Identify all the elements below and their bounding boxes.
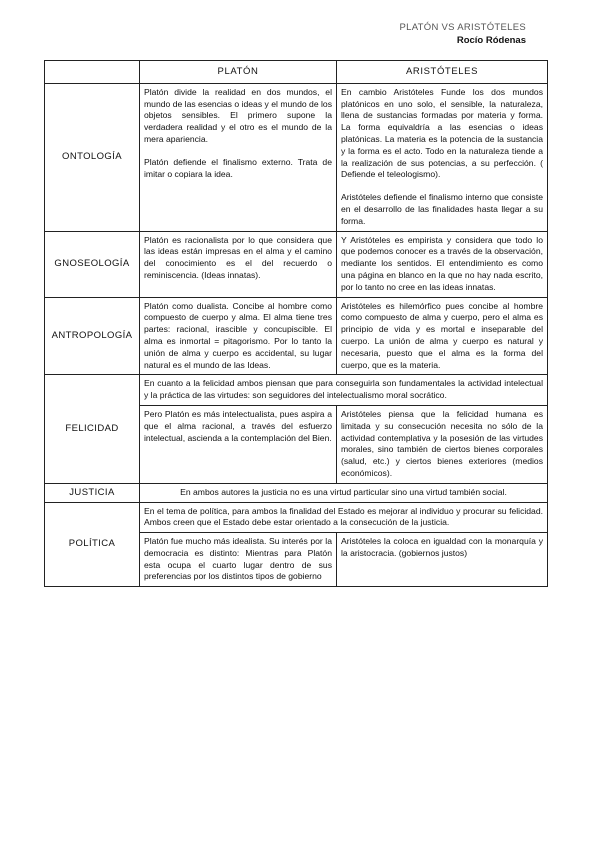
row-label-politica: POLÍTICA — [45, 502, 140, 587]
row-antropologia — [45, 297, 548, 375]
cell-felicidad-aristoteles: Aristóteles piensa que la felicidad humana es limitada y su consecución necesita no sólo de la actividad contemplativa y la posesión de las virtudes morales, sino también de ciertos bienes corporales (salud, etc.) y ciertos bienes exteriores (medios económicos). — [337, 405, 548, 483]
row-justicia — [45, 483, 548, 502]
ontologia-platon-paragraph-1: Platón divide la realidad en dos mundos, el mundo de las esencias o ideas y el mundo de los objetos sensibles. El primero supone la verdadera realidad y el otro es el mundo de la mera apariencia. — [144, 86, 332, 144]
column-header-aristoteles: ARISTÓTELES — [337, 61, 548, 84]
row-label-ontologia: ONTOLOGÍA — [45, 83, 140, 231]
cell-felicidad-platon: Pero Platón es más intelectualista, pues aspira a que el alma racional, a través del esfuerzo intelectual, ascienda a la contemplación del Bien. — [140, 405, 337, 483]
page-header — [400, 22, 527, 46]
table-header-row — [45, 61, 548, 84]
cell-antropologia-platon: Platón como dualista. Concibe al hombre como compuesto de cuerpo y alma. El alma tiene tres partes: racional, irascible y concupiscible. El alma es inmortal = pitagorismo. Por lo tanto la unión de alma y cuerpo es accidental, su lugar natural es el mundo de las Ideas. — [140, 297, 337, 375]
ontologia-platon-paragraph-2: Platón defiende el finalismo externo. Trata de imitar o copiara la idea. — [144, 156, 332, 179]
row-gnoseologia — [45, 231, 548, 297]
cell-justicia-shared: En ambos autores la justicia no es una virtud particular sino una virtud también social. — [140, 483, 548, 502]
cell-antropologia-aristoteles: Aristóteles es hilemórfico pues concibe al hombre como compuesto de alma y cuerpo, pero el alma es principio de vida y es mortal e inseparable del cuerpo. La unión de alma y cuerpo es natural y necesaria, puesto que el alma es la forma del cuerpo, que es la materia. — [337, 297, 548, 375]
cell-politica-aristoteles: Aristóteles la coloca en igualdad con la monarquía y la aristocracia. (gobiernos justos) — [337, 533, 548, 587]
row-felicidad-shared — [45, 375, 548, 406]
cell-gnoseologia-aristoteles: Y Aristóteles es empirista y considera que todo lo que podemos conocer es a través de la observación, mediante los sentidos. El entendimiento es como una página en blanco en la que no hay nada escrito, por lo tanto no cree en las ideas innatas. — [337, 231, 548, 297]
cell-ontologia-aristoteles — [337, 83, 548, 231]
empty-corner-cell — [45, 61, 140, 84]
cell-politica-platon: Platón fue mucho más idealista. Su interés por la democracia es distinto: Mientras para Platón esta ocupa el cuarto lugar dentro de sus preferencias por los distintos tipos de gobierno — [140, 533, 337, 587]
cell-politica-shared: En el tema de política, para ambos la finalidad del Estado es mejorar al individuo y procurar su felicidad. Ambos creen que el Estado debe estar orientado a la consecución de la justicia. — [140, 502, 548, 533]
row-label-antropologia: ANTROPOLOGÍA — [45, 297, 140, 375]
row-ontologia — [45, 83, 548, 231]
ontologia-aristoteles-paragraph-1: En cambio Aristóteles Funde los dos mundos platónicos en uno solo, el sensible, la naturaleza, llena de sustancias formadas por materia y forma. La forma equivaldría a las esencias o ideas platónicas. La materia es la potencia de la sustancia y la forma es el acto. Todo en la naturaleza tiende a la realización de sus potencias, a su perfección. ( Defiende el teleologismo). — [341, 86, 543, 180]
cell-felicidad-shared: En cuanto a la felicidad ambos piensan que para conseguirla son fundamentales la actividad intelectual y la práctica de las virtudes: son seguidores del intelectualismo moral socrático. — [140, 375, 548, 406]
row-politica-shared — [45, 502, 548, 533]
ontologia-aristoteles-paragraph-2: Aristóteles defiende el finalismo interno que consiste en el desarrollo de las finalidades hasta llegar a su forma. — [341, 192, 543, 226]
column-header-platon: PLATÓN — [140, 61, 337, 84]
row-label-gnoseologia: GNOSEOLOGÍA — [45, 231, 140, 297]
cell-gnoseologia-platon: Platón es racionalista por lo que considera que las ideas están impresas en el alma y el camino del conocimiento es el del recuerdo o reminiscencia. (Ideas innatas). — [140, 231, 337, 297]
row-label-felicidad: FELICIDAD — [45, 375, 140, 483]
comparison-table — [44, 60, 548, 587]
cell-ontologia-platon — [140, 83, 337, 231]
document-author: Rocío Ródenas — [456, 35, 526, 46]
row-label-justicia: JUSTICIA — [45, 483, 140, 502]
document-title: PLATÓN VS ARISTÓTELES — [399, 22, 526, 33]
